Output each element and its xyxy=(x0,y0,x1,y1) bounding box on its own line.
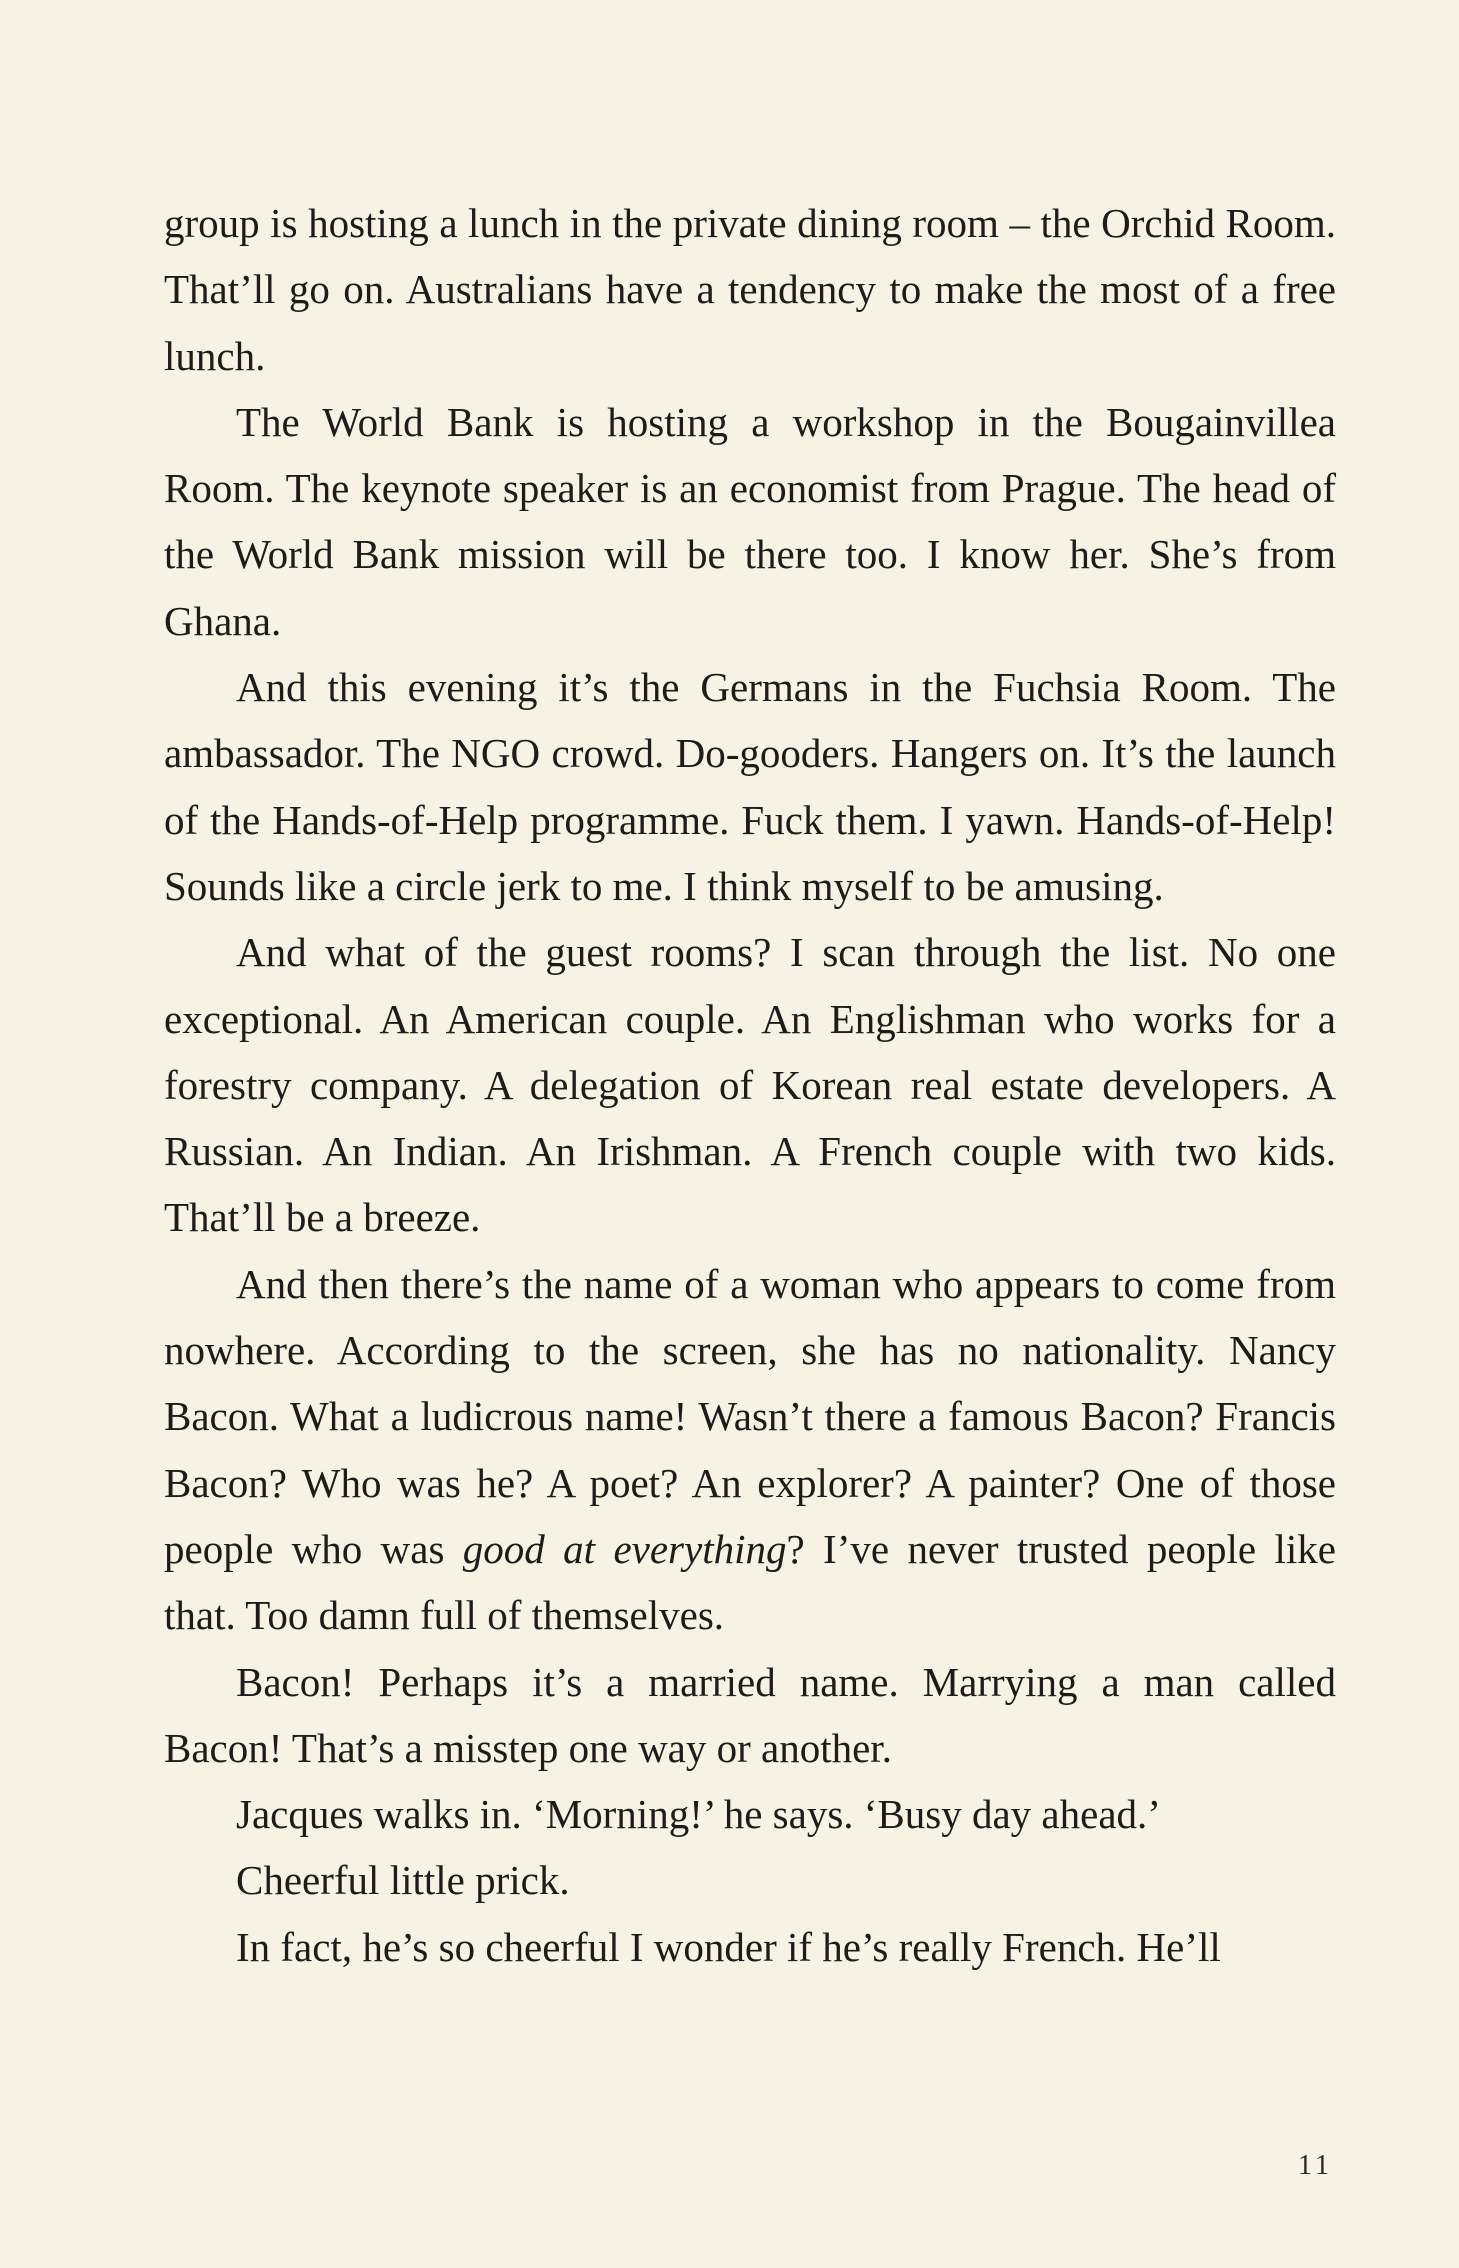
paragraph-3: And this evening it’s the Germans in the Fuchsia Room. The ambassador. The NGO crowd. Do-gooders. Hangers on. It’s the launch of the Hands-of-Help programme. Fuck them. I yawn. Hands-of-Help! Sounds like a circle jerk to me. I think myself to be amusing. xyxy=(164,664,1336,909)
paragraph-7: Jacques walks in. ‘Morning!’ he says. ‘Busy day ahead.’ xyxy=(236,1791,1161,1838)
paragraph-5-before: And then there’s the name of a woman who appears to come from nowhere. According to the screen, she has no nationality. Nancy Bacon. What a ludicrous name! Wasn’t there a famous Bacon? Francis Bacon? Who was he? A poet? An explorer? A painter? One of those people who was xyxy=(164,1260,1336,1572)
paragraph-4: And what of the guest rooms? I scan through the list. No one exceptional. An American couple. An Englishman who works for a forestry company. A delegation of Korean real estate developers. A Russian. An Indian. An Irishman. A French couple with two kids. That’ll be a breeze. xyxy=(164,929,1336,1241)
paragraph-6: Bacon! Perhaps it’s a married name. Marrying a man called Bacon! That’s a misstep one way or another. xyxy=(164,1658,1336,1771)
paragraph-1: group is hosting a lunch in the private dining room – the Orchid Room. That’ll go on. Australians have a tendency to make the most of a free lunch. xyxy=(164,200,1336,379)
paragraph-9: In fact, he’s so cheerful I wonder if he’s really French. He’ll xyxy=(236,1923,1221,1970)
body-text xyxy=(164,190,1336,1980)
paragraph-8: Cheerful little prick. xyxy=(236,1857,570,1904)
page-number: 11 xyxy=(1298,2150,1333,2181)
paragraph-5 xyxy=(164,1251,1336,1649)
paragraph-5-after: ? I’ve never trusted people like that. Too damn full of themselves. xyxy=(164,1525,1336,1639)
paragraph-2: The World Bank is hosting a workshop in the Bougainvillea Room. The keynote speaker is an economist from Prague. The head of the World Bank mission will be there too. I know her. She’s from Ghana. xyxy=(164,398,1336,644)
paragraph-5-italic: good at everything xyxy=(462,1525,787,1572)
